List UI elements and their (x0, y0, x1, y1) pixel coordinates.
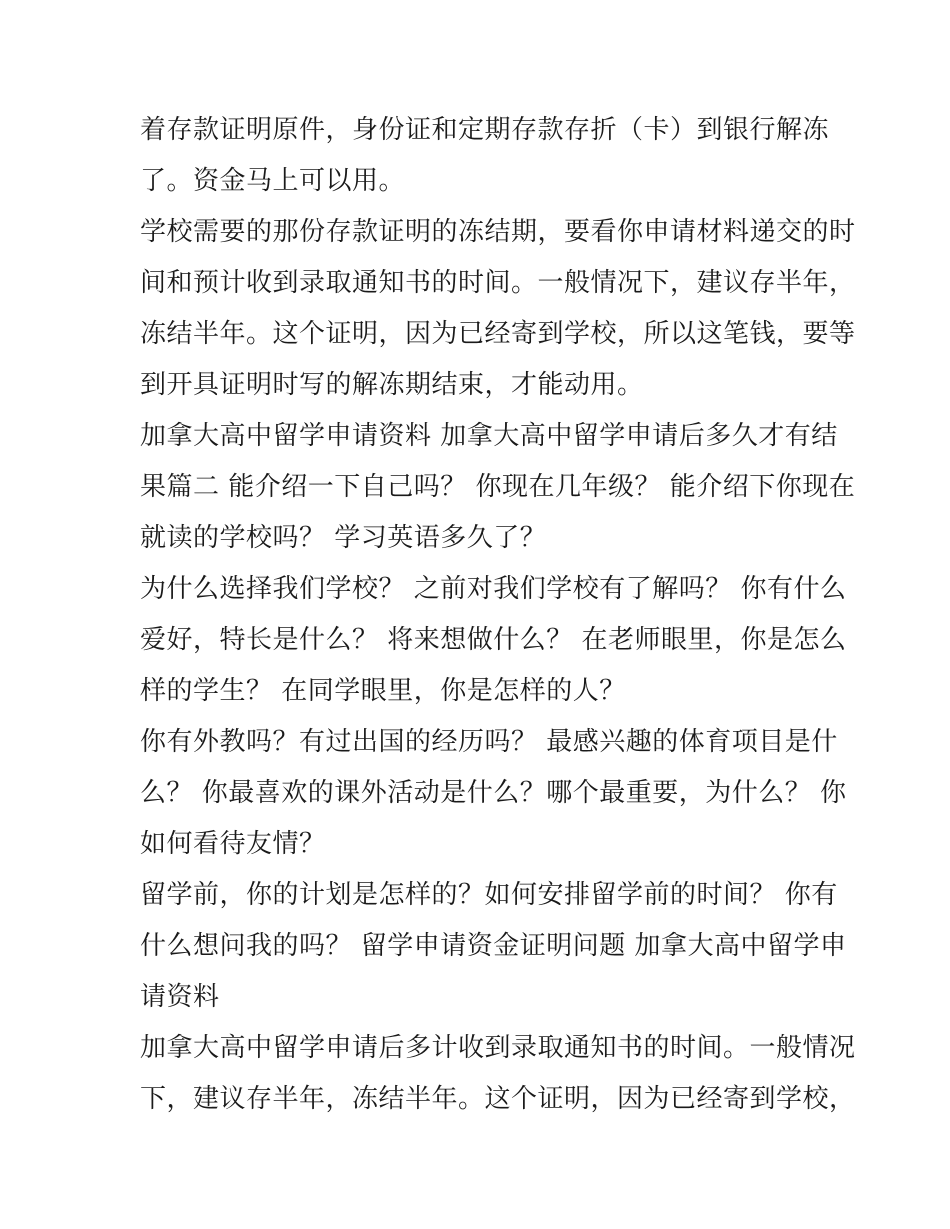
text-line: 加拿大高中留学申请后多计收到录取通知书的时间。一般情况 (140, 1033, 856, 1063)
text-line: 冻结半年。这个证明，因为已经寄到学校，所以这笔钱，要等 (140, 319, 856, 349)
text-line: 爱好，特长是什么？ 将来想做什么？ 在老师眼里，你是怎么 (140, 625, 847, 655)
text-line: 请资料 (140, 982, 220, 1012)
text-line: 如何看待友情？ (140, 829, 326, 859)
text-line: 果篇二 能介绍一下自己吗？ 你现在几年级？ 能介绍下你现在 (140, 472, 856, 502)
text-line: 了。资金马上可以用。 (140, 166, 406, 196)
document-body (140, 105, 856, 1125)
text-line: 么？ 你最喜欢的课外活动是什么？哪个最重要，为什么？ 你 (140, 778, 847, 808)
text-line: 到开具证明时写的解冻期结束，才能动用。 (140, 370, 644, 400)
text-line: 着存款证明原件，身份证和定期存款存折（卡）到银行解冻 (140, 115, 830, 145)
text-line: 留学前，你的计划是怎样的？如何安排留学前的时间？ 你有 (140, 880, 838, 910)
text-line: 什么想问我的吗？ 留学申请资金证明问题 加拿大高中留学申 (140, 931, 847, 961)
text-line: 为什么选择我们学校？ 之前对我们学校有了解吗？ 你有什么 (140, 574, 847, 604)
text-line: 样的学生？ 在同学眼里，你是怎样的人？ (140, 676, 626, 706)
text-line: 你有外教吗？有过出国的经历吗？ 最感兴趣的体育项目是什 (140, 727, 838, 757)
text-line: 加拿大高中留学申请资料 加拿大高中留学申请后多久才有结 (140, 421, 838, 451)
text-line: 就读的学校吗？ 学习英语多久了？ (140, 523, 547, 553)
text-line: 下，建议存半年，冻结半年。这个证明，因为已经寄到学校， (140, 1084, 856, 1114)
text-line: 间和预计收到录取通知书的时间。一般情况下，建议存半年， (140, 268, 856, 298)
text-line: 学校需要的那份存款证明的冻结期，要看你申请材料递交的时 (140, 217, 856, 247)
